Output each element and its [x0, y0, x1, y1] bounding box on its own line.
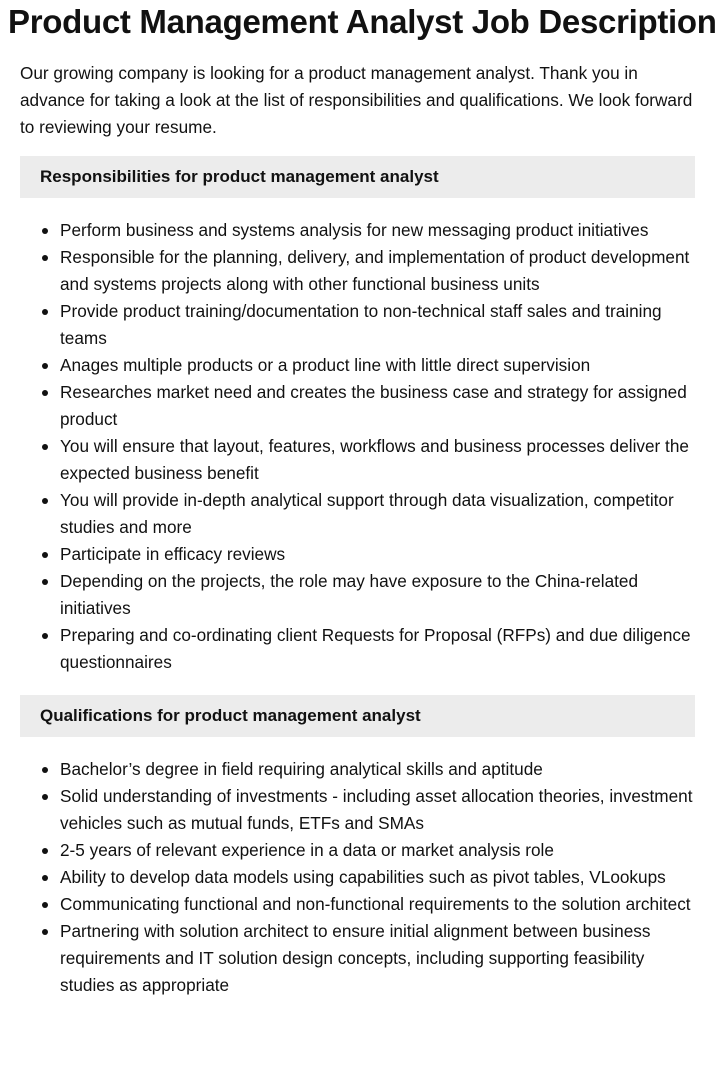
responsibilities-list: [20, 217, 700, 676]
list-item: Responsible for the planning, delivery, and implementation of product development and systems projects along with other functional business units: [20, 244, 700, 298]
responsibilities-heading: Responsibilities for product management analyst: [20, 156, 695, 198]
intro-paragraph: Our growing company is looking for a product management analyst. Thank you in advance for taking a look at the list of responsibilities and qualifications. We look forward to reviewing your resume.: [20, 63, 693, 137]
list-item: Partnering with solution architect to ensure initial alignment between business requirements and IT solution design concepts, including supporting feasibility studies as appropriate: [20, 918, 700, 999]
list-item: Participate in efficacy reviews: [20, 541, 700, 568]
list-item: Depending on the projects, the role may have exposure to the China-related initiatives: [20, 568, 700, 622]
list-item: Perform business and systems analysis for new messaging product initiatives: [20, 217, 700, 244]
list-item: Ability to develop data models using capabilities such as pivot tables, VLookups: [20, 864, 700, 891]
qualifications-list: [20, 756, 700, 999]
list-item: You will provide in-depth analytical support through data visualization, competitor studies and more: [20, 487, 700, 541]
list-item: Solid understanding of investments - including asset allocation theories, investment vehicles such as mutual funds, ETFs and SMAs: [20, 783, 700, 837]
list-item: 2-5 years of relevant experience in a data or market analysis role: [20, 837, 700, 864]
page-title: Product Management Analyst Job Description: [8, 3, 717, 40]
list-item: Anages multiple products or a product line with little direct supervision: [20, 352, 700, 379]
list-item: Bachelor’s degree in field requiring analytical skills and aptitude: [20, 756, 700, 783]
list-item: Researches market need and creates the business case and strategy for assigned product: [20, 379, 700, 433]
list-item: Preparing and co-ordinating client Requests for Proposal (RFPs) and due diligence questionnaires: [20, 622, 700, 676]
list-item: You will ensure that layout, features, workflows and business processes deliver the expected business benefit: [20, 433, 700, 487]
list-item: Provide product training/documentation to non-technical staff sales and training teams: [20, 298, 700, 352]
qualifications-heading: Qualifications for product management analyst: [20, 695, 695, 737]
list-item: Communicating functional and non-functional requirements to the solution architect: [20, 891, 700, 918]
